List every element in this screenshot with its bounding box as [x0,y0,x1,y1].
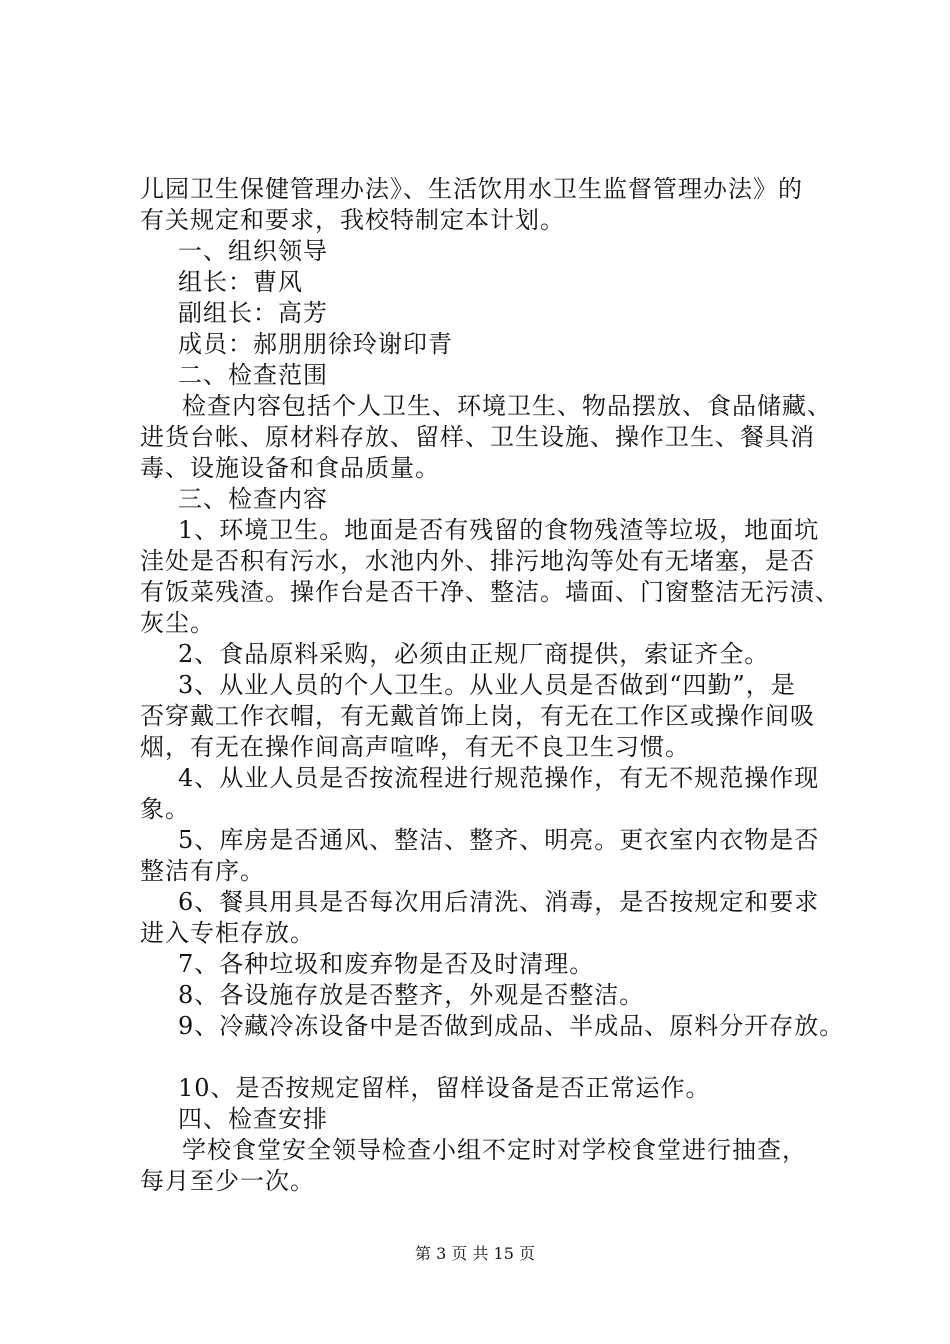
text-line: 儿园卫生保健管理办法》、生活饮用水卫生监督管理办法》的 [140,175,803,203]
text-line: 有关规定和要求，我校特制定本计划。 [140,206,565,234]
page-number-footer: 第 3 页 共 15 页 [415,1244,535,1263]
text-line: 4、从业人员是否按流程进行规范操作，有无不规范操作现 [178,764,820,792]
text-line: 2、食品原料采购，必须由正规厂商提供，索证齐全。 [178,640,770,668]
text-line: 整洁有序。 [140,857,265,885]
text-line: 洼处是否积有污水，水池内外、排污地沟等处有无堵塞，是否 [140,547,815,575]
section-heading: 三、检查内容 [178,485,328,513]
text-line: 进货台帐、原材料存放、留样、卫生设施、操作卫生、餐具消 [140,423,815,451]
text-line: 灰尘。 [140,609,215,637]
text-line: 否穿戴工作衣帽，有无戴首饰上岗，有无在工作区或操作间吸 [140,702,815,730]
text-line: 1、环境卫生。地面是否有残留的食物残渣等垃圾，地面坑 [178,516,820,544]
section-heading: 一、组织领导 [178,237,328,265]
section-heading: 四、检查安排 [178,1105,328,1133]
text-line: 毒、设施设备和食品质量。 [140,454,440,482]
document-body [140,174,860,1197]
text-line: 7、各种垃圾和废弃物是否及时清理。 [178,950,595,978]
text-line: 6、餐具用具是否每次用后清洗、消毒，是否按规定和要求 [178,888,820,916]
text-line: 组长：曹风 [178,268,303,296]
text-line: 进入专柜存放。 [140,919,315,947]
text-line: 9、冷藏冷冻设备中是否做到成品、半成品、原料分开存放。 [178,1012,845,1040]
text-line: 10、是否按规定留样，留样设备是否正常运作。 [178,1074,711,1102]
text-line: 检查内容包括个人卫生、环境卫生、物品摆放、食品储藏、 [182,392,832,420]
blank-line [140,1042,860,1073]
text-line: 副组长：高芳 [178,299,328,327]
section-heading: 二、检查范围 [178,361,328,389]
text-line: 成员：郝朋朋徐玲谢印青 [178,330,453,358]
text-line: 8、各设施存放是否整齐，外观是否整洁。 [178,981,645,1009]
text-line: 烟，有无在操作间高声喧哗，有无不良卫生习惯。 [140,733,690,761]
text-line: 有饭菜残渣。操作台是否干净、整洁。墙面、门窗整洁无污渍、 [140,578,840,606]
text-line: 3、从业人员的个人卫生。从业人员是否做到“四勤”，是 [178,671,796,699]
text-line: 象。 [140,795,190,823]
text-line: 学校食堂安全领导检查小组不定时对学校食堂进行抽查， [182,1136,807,1164]
text-line: 5、库房是否通风、整洁、整齐、明亮。更衣室内衣物是否 [178,826,820,854]
text-line: 每月至少一次。 [140,1167,315,1195]
